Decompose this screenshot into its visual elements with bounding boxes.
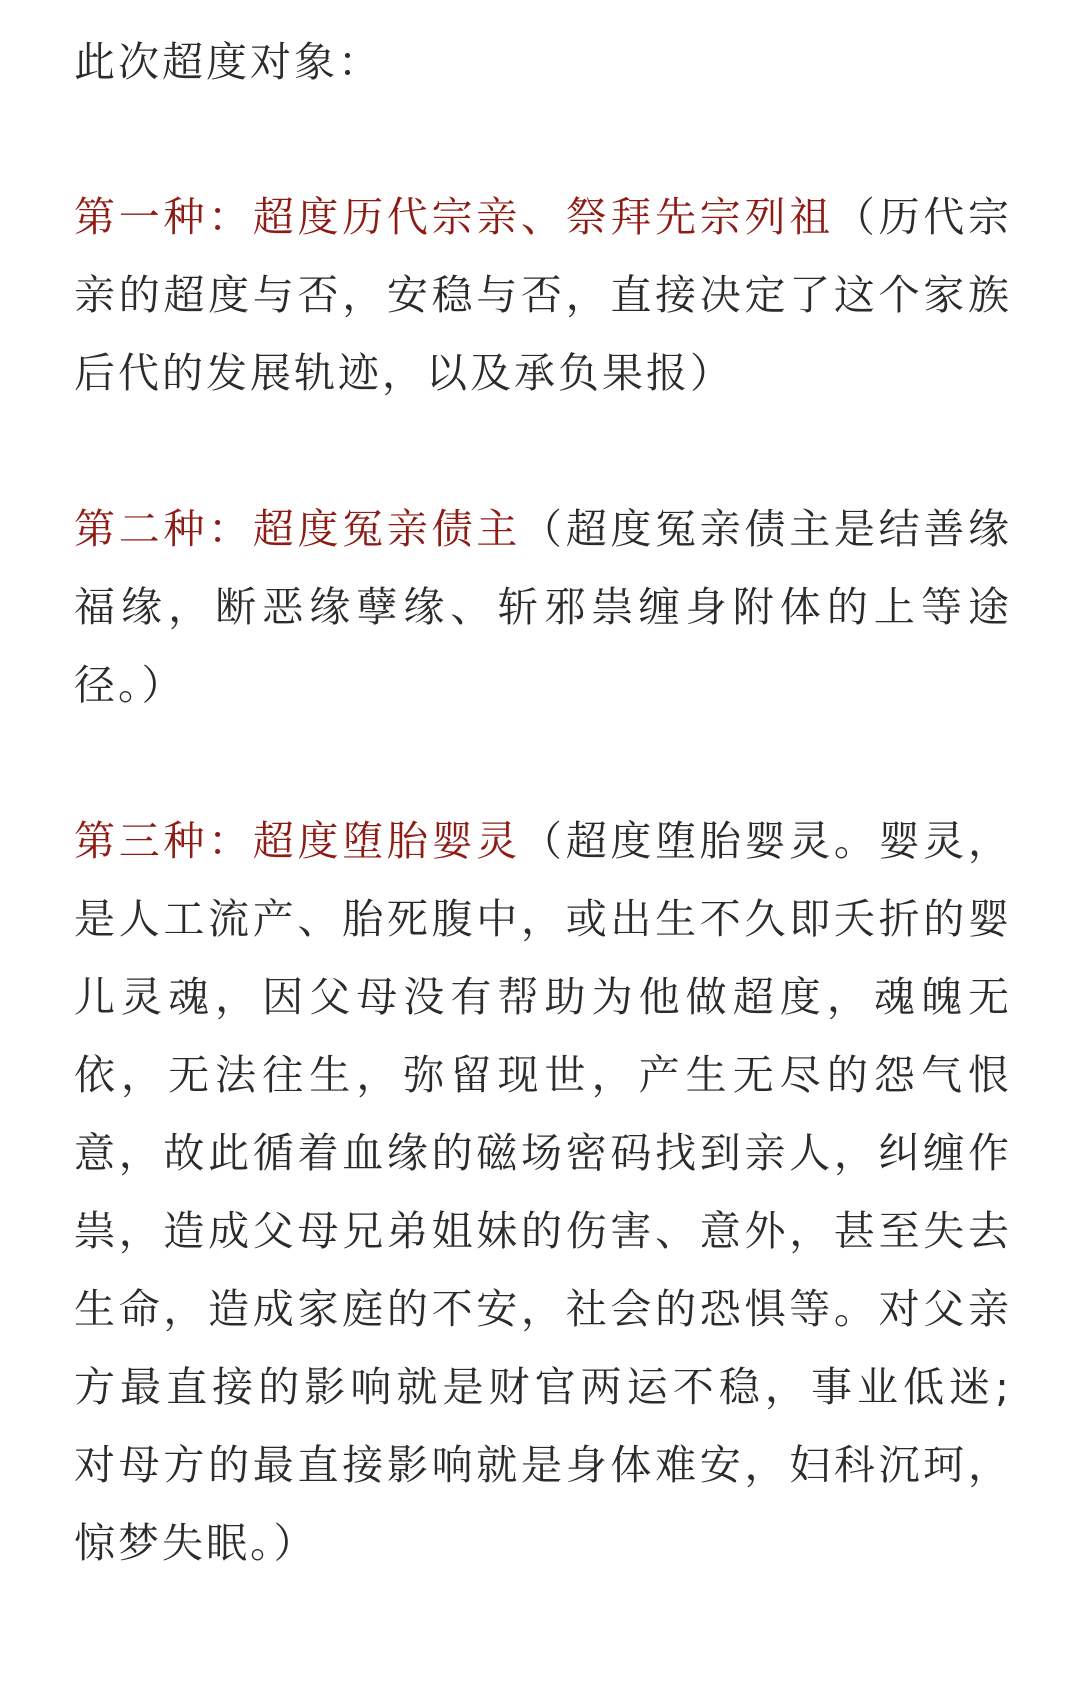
item-second-description: （超度冤亲债主是结善缘福缘，断恶缘孽缘、斩邪祟缠身附体的上等途径。）: [74, 505, 1012, 709]
article-body: [74, 30, 1012, 1582]
section-heading: 此次超度对象：: [74, 38, 382, 86]
item-first: [74, 178, 1012, 412]
item-third-title: 第三种：超度堕胎婴灵: [74, 817, 521, 865]
item-third-description: （超度堕胎婴灵。婴灵，是人工流产、胎死腹中，或出生不久即夭折的婴儿灵魂，因父母没有帮助为他做超度，魂魄无依，无法往生，弥留现世，产生无尽的怨气恨意，故此循着血缘的磁场密码找到亲人，纠缠作祟，造成父母兄弟姐妹的伤害、意外，甚至失去生命，造成家庭的不安，社会的恐惧等。对父亲方最直接的影响就是财官两运不稳，事业低迷;对母方的最直接影响就是身体难安，妇科沉珂，惊梦失眠。）: [74, 817, 1012, 1567]
item-first-description: （历代宗亲的超度与否，安稳与否，直接决定了这个家族后代的发展轨迹，以及承负果报）: [74, 193, 1013, 397]
item-second: [74, 490, 1012, 724]
item-third: [74, 802, 1012, 1582]
item-second-title: 第二种：超度冤亲债主: [74, 505, 521, 553]
item-first-title: 第一种：超度历代宗亲、祭拜先宗列祖: [74, 193, 834, 241]
